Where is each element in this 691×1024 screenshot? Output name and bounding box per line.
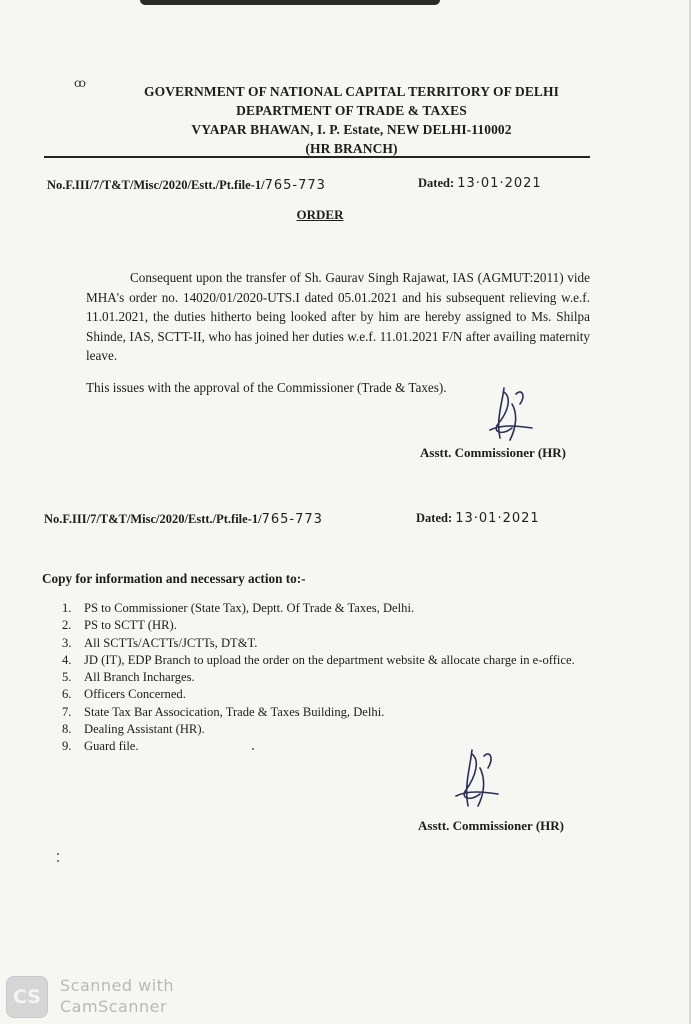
copy-heading: Copy for information and necessary action to:-	[42, 571, 306, 586]
copy-file-number	[44, 512, 323, 527]
list-item: 6. Officers Concerned.	[62, 687, 186, 702]
margin-mark: ꝏ	[74, 76, 86, 90]
camscanner-watermark	[60, 975, 174, 1017]
copy-date-handwritten: 13·01·2021	[455, 511, 540, 526]
top-edge-shadow	[140, 0, 440, 5]
letterhead-branch: (HR BRANCH)	[305, 141, 398, 156]
watermark-line2: CamScanner	[60, 997, 168, 1016]
order-heading: ORDER	[296, 207, 344, 222]
order-date-label: Dated:	[418, 176, 455, 190]
list-item: 3. All SCTTs/ACTTs/JCTTs, DT&T.	[62, 635, 258, 650]
list-item: 9. Guard file.	[62, 739, 139, 754]
copy-date	[416, 511, 540, 526]
scan-speck	[57, 853, 59, 855]
order-date	[418, 176, 542, 191]
list-item: 5. All Branch Incharges.	[62, 670, 195, 685]
watermark-line1: Scanned with	[60, 976, 175, 995]
signature-1	[482, 384, 538, 450]
list-item: 8. Dealing Assistant (HR).	[62, 722, 205, 737]
order-file-number-handwritten: 765-773	[264, 178, 326, 193]
list-item: 2. PS to SCTT (HR).	[62, 618, 177, 633]
copy-signatory: Asstt. Commissioner (HR)	[418, 818, 564, 833]
copy-date-label: Dated:	[416, 511, 453, 525]
copy-file-number-printed: No.F.III/7/T&T/Misc/2020/Estt./Pt.file-1/	[44, 512, 262, 526]
list-item: 4. JD (IT), EDP Branch to upload the order on the department website & allocate charge in e-office.	[62, 652, 575, 667]
scan-speck	[252, 748, 254, 750]
order-date-handwritten: 13·01·2021	[457, 176, 542, 191]
camscanner-logo: CS	[6, 976, 48, 1018]
letterhead-government: GOVERNMENT OF NATIONAL CAPITAL TERRITORY OF DELHI	[144, 84, 559, 99]
approval-note: This issues with the approval of the Commissioner (Trade & Taxes).	[86, 380, 447, 395]
header-rule	[44, 156, 590, 158]
list-item: 7. State Tax Bar Assocication, Trade & Taxes Building, Delhi.	[62, 704, 385, 719]
letterhead	[0, 82, 691, 158]
scan-speck	[57, 860, 59, 862]
letterhead-department: DEPARTMENT OF TRADE & TAXES	[236, 103, 467, 118]
order-body: Consequent upon the transfer of Sh. Gaurav Singh Rajawat, IAS (AGMUT:2011) vide MHA's order no. 14020/01/2020-UTS.I dated 05.01.2021 and his subsequent relieving w.e.f. 11.01.2021, the duties hitherto being looked after by him are hereby assigned to Ms. Shilpa Shinde, IAS, SCTT-II, who has joined her duties w.e.f. 11.01.2021 F/N after availing maternity leave.	[86, 270, 590, 363]
letterhead-address: VYAPAR BHAWAN, I. P. Estate, NEW DELHI-110002	[191, 122, 512, 137]
order-file-number-printed: No.F.III/7/T&T/Misc/2020/Estt./Pt.file-1/	[47, 178, 265, 192]
order-file-number	[47, 178, 326, 193]
copy-recipient-list	[62, 600, 582, 756]
list-item: 1. PS to Commissioner (State Tax), Deptt. Of Trade & Taxes, Delhi.	[62, 601, 415, 615]
order-signatory: Asstt. Commissioner (HR)	[420, 445, 566, 460]
copy-file-number-handwritten: 765-773	[261, 512, 323, 527]
signature-2	[448, 746, 504, 816]
